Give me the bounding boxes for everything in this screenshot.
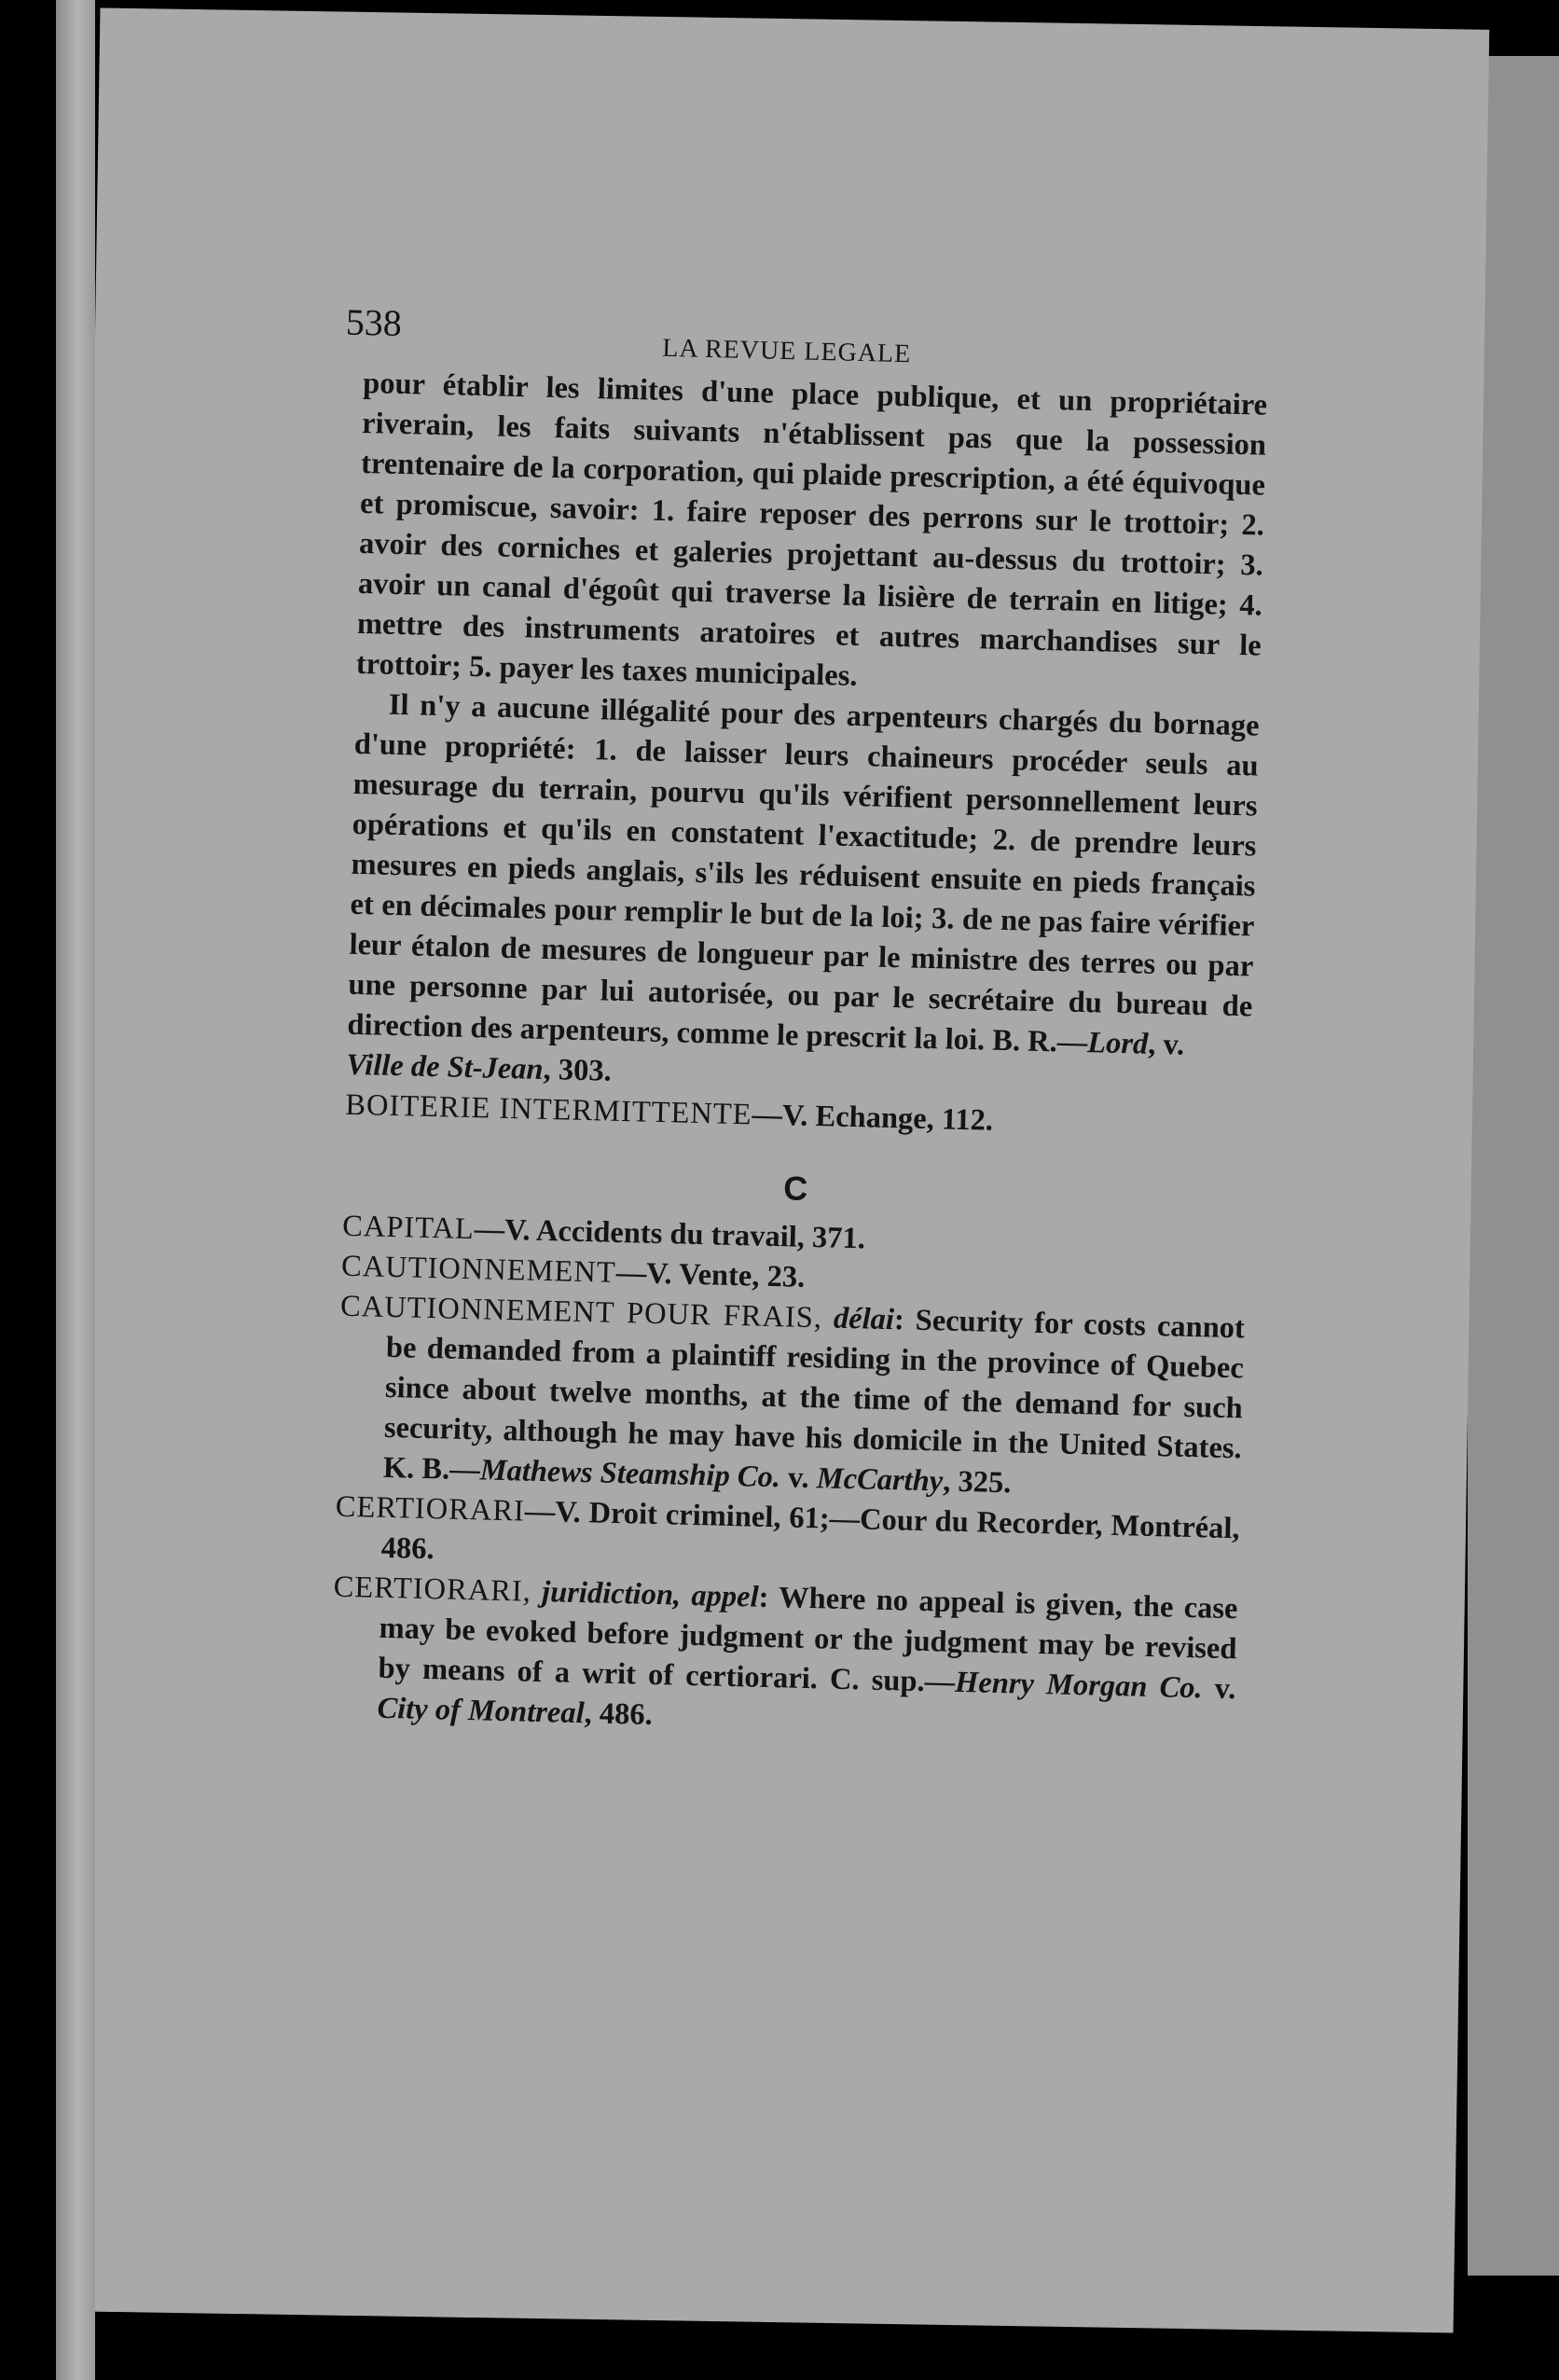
entry-reference: —V. Droit criminel, 61;—Cour du Recorder, Montréal, 486. (380, 1494, 1240, 1567)
entry-head: CAPITAL (341, 1209, 476, 1247)
case-name: City of Montreal (377, 1691, 586, 1731)
entry-subhead: juridiction, appel (541, 1575, 760, 1614)
index-entry-certiorari-juridiction (330, 1568, 1238, 1750)
case-name: Henry Morgan Co. (954, 1665, 1204, 1706)
entry-reference: —V. Accidents du travail, 371. (474, 1212, 866, 1256)
entry-head: CERTIORARI, (333, 1570, 532, 1609)
entry-text: : Where no appeal is given, the case may be evoked before judgment or the judgment may be revised by means of a writ of certiorari. C. sup.— (378, 1580, 1238, 1699)
case-name: McCarthy (816, 1461, 944, 1499)
entry-head: CERTIORARI (335, 1489, 526, 1529)
running-head: LA REVUE LEGALE (661, 333, 912, 369)
entry-head: CAUTIONNEMENT POUR FRAIS, (339, 1289, 823, 1335)
paragraph-text: Il n'y a aucune illégalité pour des arpenteurs chargés du bornage d'une propriété: 1. de laisser leurs chaineurs procéder seuls au mesurage du terrain, pourvu qu'ils vérifient personnellement leurs opérations et qu'ils en constatent l'exactitude; 2. de prendre leurs mesures en pieds anglais, s'ils les réduisent ensuite en pieds français et en décimales pour remplir le but de la loi; 3. de ne pas faire vérifier leur étalon de mesures de longueur par le ministre des terres ou par une personne par lui autorisée, ou par le secrétaire du bureau de direction des arpenteurs, comme le prescrit la loi. B. R.— (347, 687, 1261, 1060)
case-name: Lord (1086, 1026, 1149, 1061)
case-page: , 486. (584, 1696, 654, 1732)
case-name: Ville de St-Jean (345, 1047, 545, 1086)
paragraph-arpenteurs (346, 685, 1260, 1108)
case-name: Mathews Steamship Co. (479, 1453, 781, 1495)
entry-reference: —V. Vente, 23. (615, 1255, 806, 1294)
case-separator: , v. (1147, 1027, 1185, 1062)
entry-head: CAUTIONNEMENT (340, 1249, 617, 1290)
paragraph-text: pour établir les limites d'une place publique, et un propriétaire riverain, les faits suivants n'établissent pas que la possession trentenaire de la corporation, qui plaide prescription, a été équivoque et promiscue, savoir: 1. faire reposer des perrons sur le trottoir; 2. avoir des corniches et galeries projettant au-dessus du trottoir; 3. avoir un canal d'égoût qui traverse la lisière de terrain en litige; 4. mettre des instruments aratoires et autres marchandises sur le trottoir; 5. payer les taxes municipales. (355, 366, 1268, 694)
body-text (330, 364, 1267, 1750)
index-entry-cautionnement-pour-frais (336, 1287, 1245, 1510)
page-content (330, 280, 1270, 1750)
case-page: , 325. (942, 1464, 1012, 1501)
page-stack-edge (56, 0, 95, 2380)
entry-head: BOITERIE INTERMITTENTE (344, 1087, 752, 1132)
case-separator: v. (1202, 1671, 1236, 1707)
section-letter: C (782, 1169, 808, 1208)
entry-reference: —V. Echange, 112. (752, 1098, 994, 1138)
entry-subhead: délai (833, 1301, 895, 1337)
page-number: 538 (345, 300, 403, 344)
case-separator: v. (780, 1460, 818, 1496)
case-page: , 303. (543, 1052, 613, 1088)
paragraph-continuation (355, 364, 1267, 707)
entry-text: : Security for costs cannot be demanded from a plaintiff residing in the province of Quebec since about twelve months, at the time of the demand for such security, although he may have his domicile in the United States. K. B.— (382, 1303, 1246, 1488)
